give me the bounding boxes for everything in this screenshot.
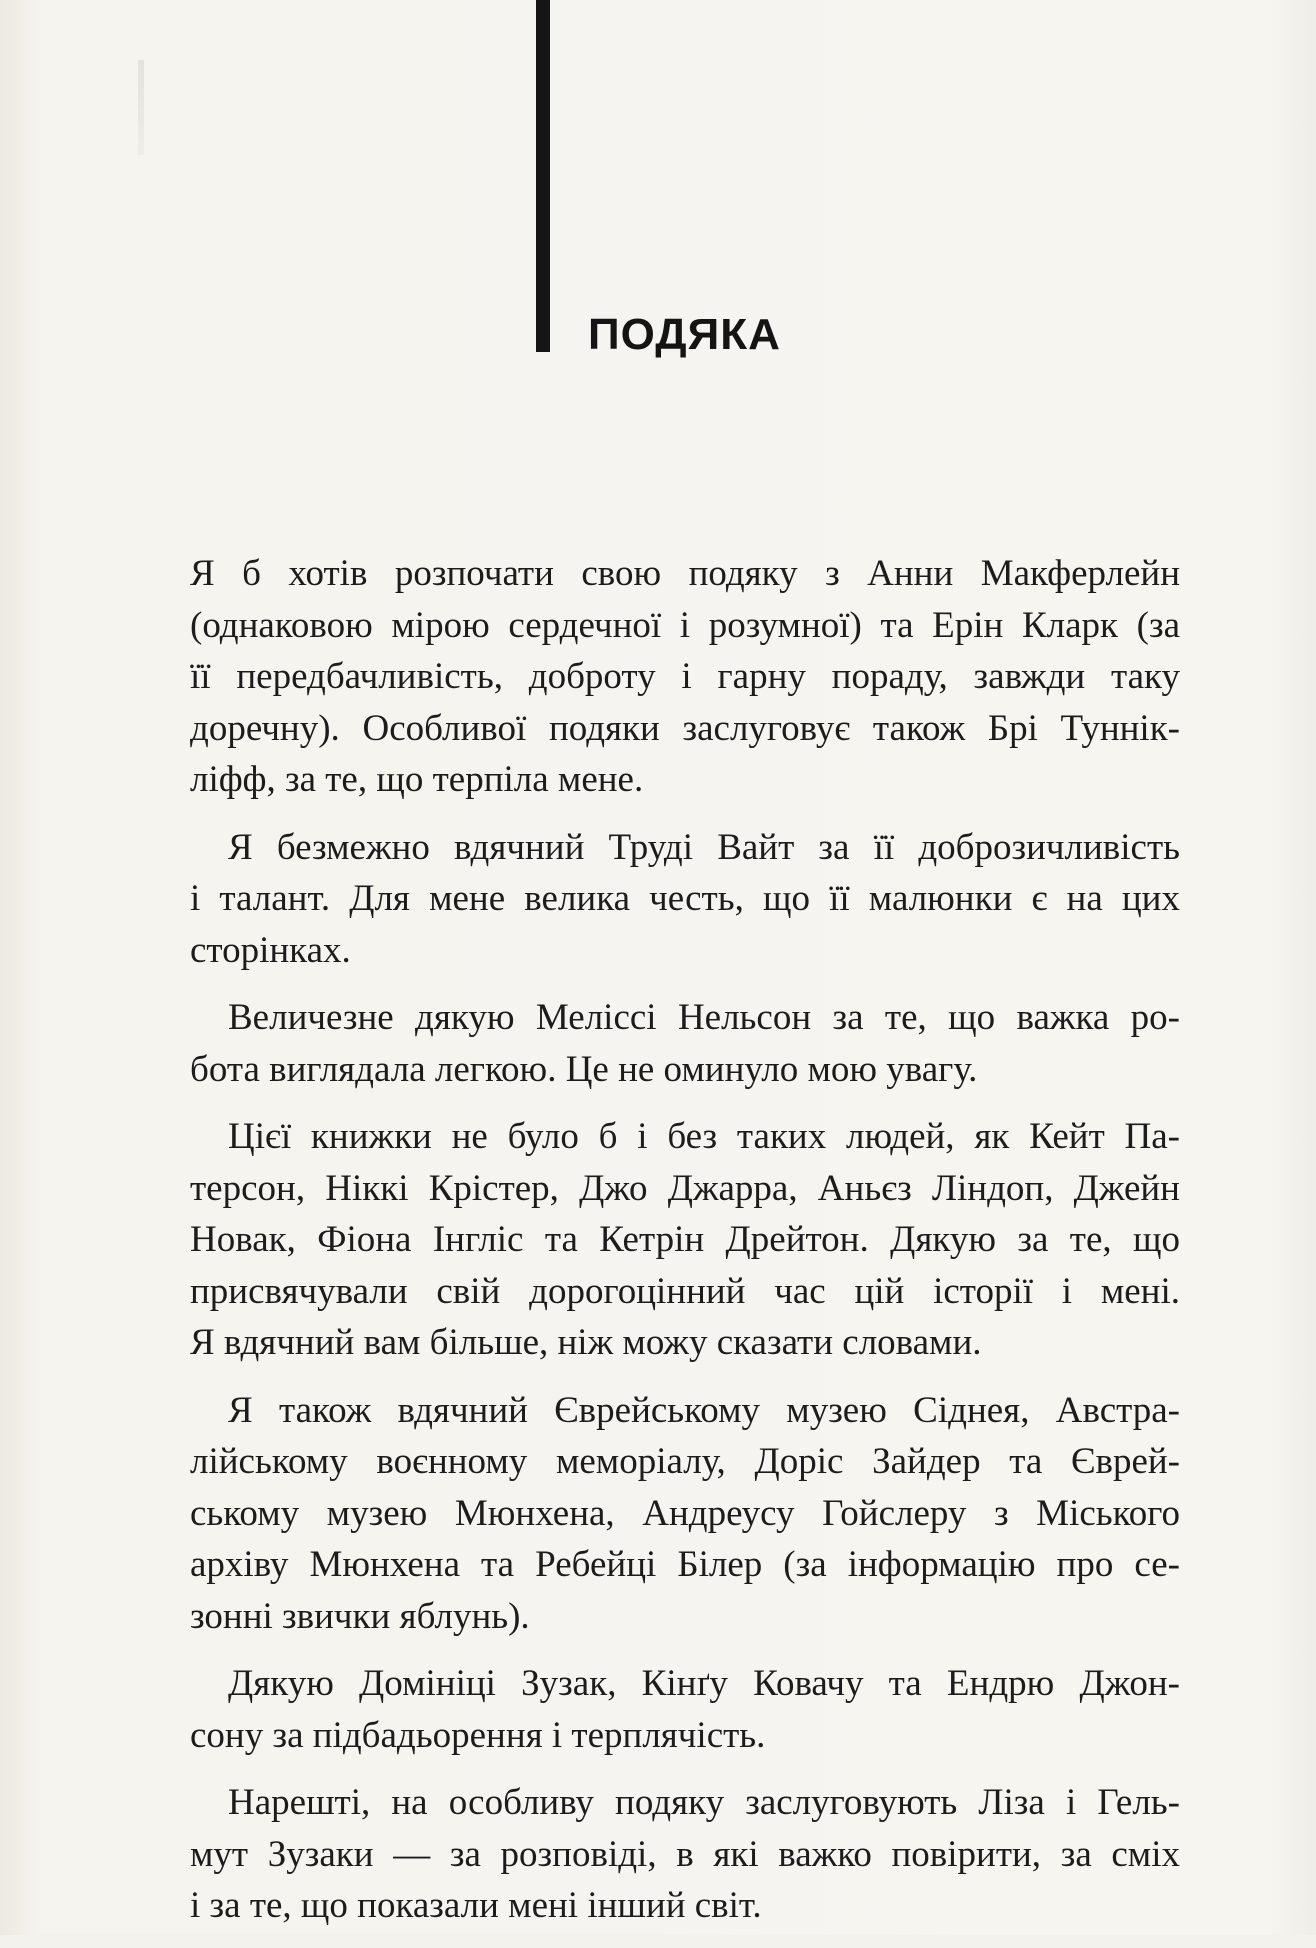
text-line: ліфф, за те, що терпіла мене. <box>190 759 644 800</box>
text-line: Я також вдячний Єврейському музею Сіднея, Австра- <box>228 1389 1180 1431</box>
text-line: Я безмежно вдячний Труді Вайт за її доброзичливість <box>228 826 1180 868</box>
paragraph-1 <box>190 548 1180 806</box>
text-line: лійському воєнному меморіалу, Доріс Зайдер та Єврей- <box>190 1441 1180 1482</box>
text-line: мут Зузаки — за розповіді, в які важко повірити, за сміх <box>190 1833 1180 1875</box>
text-line: і за те, що показали мені інший світ. <box>190 1885 762 1926</box>
margin-shadow <box>138 60 144 155</box>
text-line: Нарешті, на особливу подяку заслуговують Ліза і Гель- <box>228 1782 1180 1823</box>
text-line: Цієї книжки не було б і без таких людей, як Кейт Па- <box>228 1116 1180 1157</box>
text-line: доречну). Особливої подяки заслуговує також Брі Туннік- <box>190 707 1180 749</box>
text-line: Дякую Домініці Зузак, Кінґу Ковачу та Ендрю Джон- <box>228 1663 1180 1704</box>
text-line: Я б хотів розпочати свою подяку з Анни Макферлейн <box>190 553 1180 594</box>
text-line: зонні звички яблунь). <box>190 1595 530 1637</box>
chapter-title: ПОДЯКА <box>588 310 781 359</box>
acknowledgements-text <box>190 548 1180 1948</box>
text-line: (однаковою мірою сердечної і розумної) та Ерін Кларк (за <box>190 604 1180 646</box>
chapter-bar <box>536 0 550 352</box>
text-line: бота виглядала легкою. Це не оминуло мою увагу. <box>190 1048 978 1090</box>
text-line: і талант. Для мене велика честь, що її малюнки є на цих <box>190 878 1180 919</box>
text-line: терсон, Ніккі Крістер, Джо Джарра, Аньєз Ліндоп, Джейн <box>190 1167 1180 1209</box>
paragraph-6 <box>190 1658 1180 1761</box>
text-line: сторінках. <box>190 929 351 971</box>
text-line: архіву Мюнхена та Ребейці Білер (за інформацію про се- <box>190 1544 1180 1585</box>
text-line: сону за підбадьорення і терплячість. <box>190 1714 766 1756</box>
paragraph-3 <box>190 992 1180 1095</box>
text-line: Я вдячний вам більше, ніж можу сказати словами. <box>190 1322 982 1363</box>
paragraph-2 <box>190 822 1180 977</box>
text-line: її передбачливість, доброту і гарну пораду, завжди таку <box>190 656 1180 697</box>
text-line: присвячували свій дорогоцінний час цій історії і мені. <box>190 1270 1180 1312</box>
paragraph-5 <box>190 1385 1180 1643</box>
text-line: ському музею Мюнхена, Андреусу Гойслеру з Міського <box>190 1492 1180 1534</box>
paragraph-7 <box>190 1777 1180 1932</box>
paragraph-4 <box>190 1111 1180 1369</box>
text-line: Новак, Фіона Інгліс та Кетрін Дрейтон. Дякую за те, що <box>190 1219 1180 1260</box>
text-line: Величезне дякую Меліссі Нельсон за те, що важка ро- <box>228 997 1180 1038</box>
